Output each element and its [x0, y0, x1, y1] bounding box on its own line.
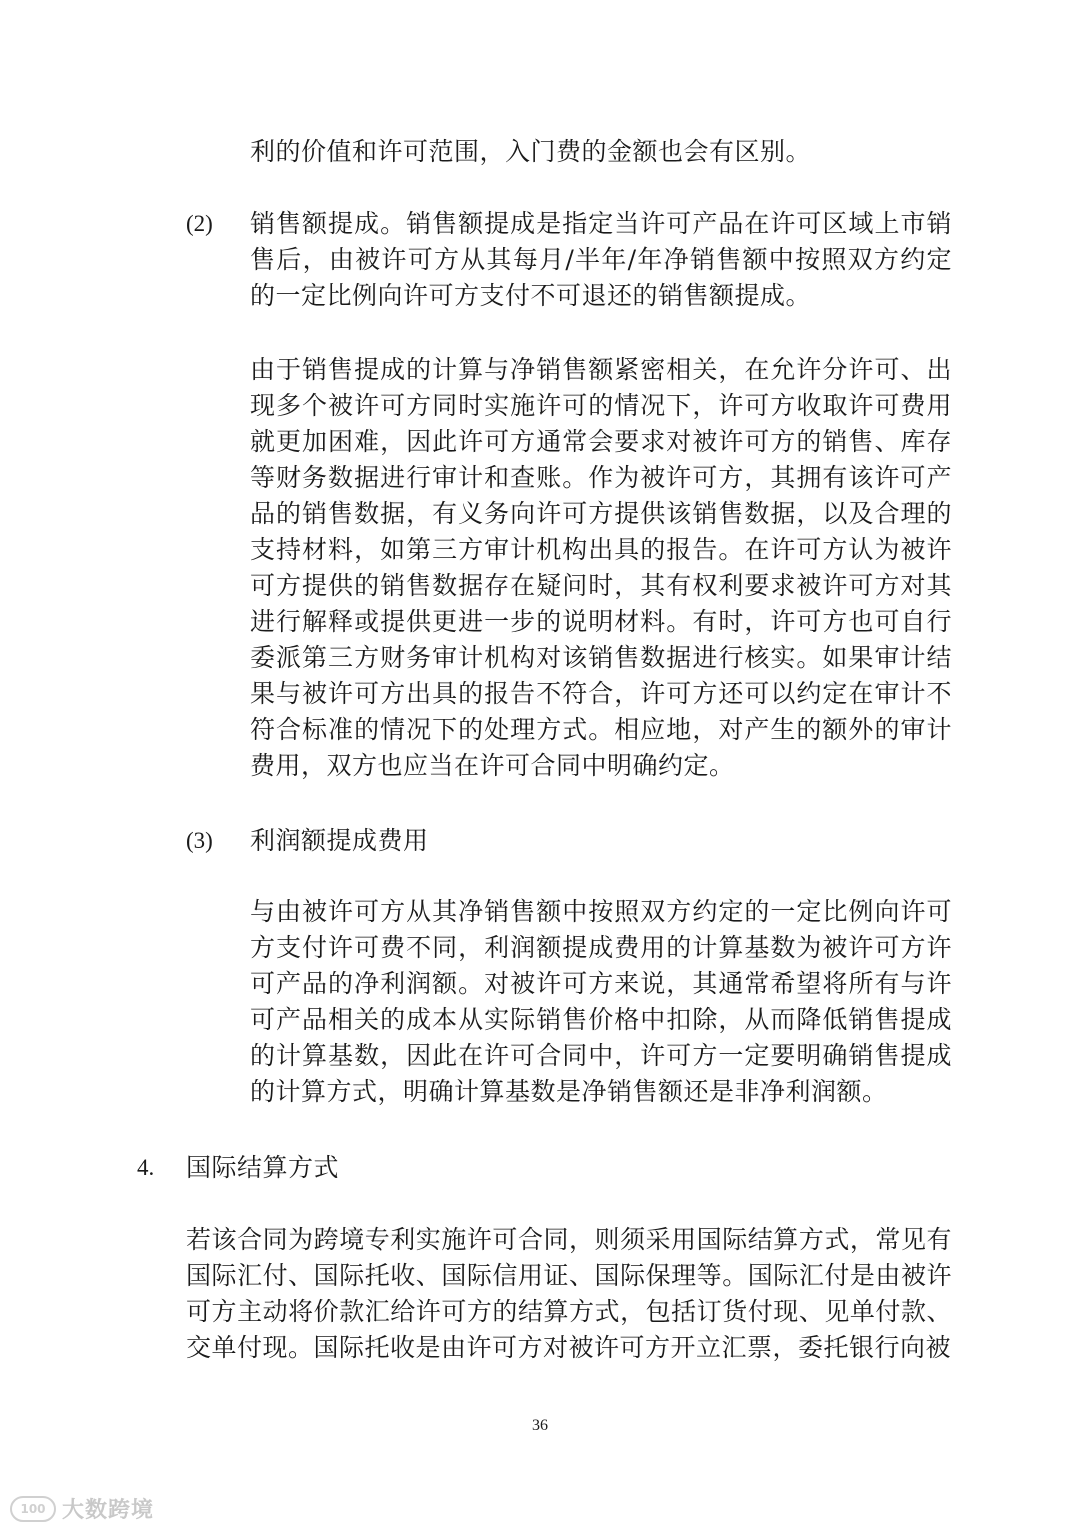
- watermark-logo-icon: 100: [10, 1496, 56, 1522]
- item-2-text: 销售额提成。销售额提成是指定当许可产品在许可区域上市销售后，由被许可方从其每月/半年/年净销售额中按照双方约定的一定比例向许可方支付不可退还的销售额提成。: [250, 209, 952, 310]
- paragraph-continuation: 利的价值和许可范围，入门费的金额也会有区别。: [250, 137, 812, 166]
- page-number: 36: [532, 1417, 548, 1434]
- section-number-4: 4.: [137, 1155, 155, 1180]
- watermark: [10, 1493, 154, 1524]
- item-3-detail: 与由被许可方从其净销售额中按照双方约定的一定比例向许可方支付许可费不同，利润额提成费用的计算基数为被许可方许可产品的净利润额。对被许可方来说，其通常希望将所有与许可产品相关的成本从实际销售价格中扣除，从而降低销售提成的计算基数，因此在许可合同中，许可方一定要明确销售提成的计算方式，明确计算基数是净销售额还是非净利润额。: [250, 897, 952, 1106]
- section-4-title: 国际结算方式: [186, 1153, 340, 1182]
- item-2-detail: 由于销售提成的计算与净销售额紧密相关，在允许分许可、出现多个被许可方同时实施许可的情况下，许可方收取许可费用就更加困难，因此许可方通常会要求对被许可方的销售、库存等财务数据进行审计和查账。作为被许可方，其拥有该许可产品的销售数据，有义务向许可方提供该销售数据，以及合理的支持材料，如第三方审计机构出具的报告。在许可方认为被许可方提供的销售数据存在疑问时，其有权利要求被许可方对其进行解释或提供更进一步的说明材料。有时，许可方也可自行委派第三方财务审计机构对该销售数据进行核实。如果审计结果与被许可方出具的报告不符合，许可方还可以约定在审计不符合标准的情况下的处理方式。相应地，对产生的额外的审计费用，双方也应当在许可合同中明确约定。: [250, 355, 952, 780]
- item-number-2: (2): [186, 211, 213, 236]
- section-4-text: 若该合同为跨境专利实施许可合同，则须采用国际结算方式，常见有国际汇付、国际托收、国际信用证、国际保理等。国际汇付是由被许可方主动将价款汇给许可方的结算方式，包括订货付现、见单付款、交单付现。国际托收是由许可方对被许可方开立汇票，委托银行向被: [186, 1225, 952, 1362]
- item-number-3: (3): [186, 828, 213, 853]
- watermark-text: 大数跨境: [62, 1498, 155, 1523]
- item-3-title: 利润额提成费用: [250, 826, 429, 855]
